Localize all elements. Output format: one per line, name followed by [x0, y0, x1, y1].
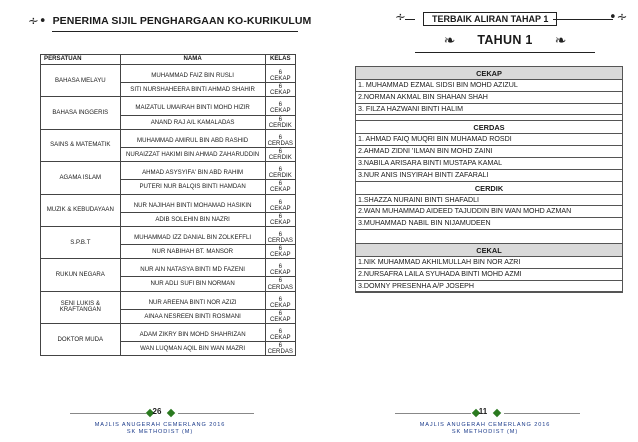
section-heading-cekal: CEKAL [356, 244, 622, 257]
table-row [41, 324, 296, 342]
right-footer-event: MAJLIS ANUGERAH CEMERLANG 2016 [419, 422, 551, 428]
kelas-cell: 6 CEKAP [265, 324, 295, 342]
nama-cell: AINAA NESREEN BINTI ROSMANI [120, 309, 265, 323]
kelas-cell: 6 CERDIK [265, 162, 295, 180]
nama-cell: MUHAMMAD IZZ DANIAL BIN ZOLKEFFLI [120, 226, 265, 244]
tahun-underline [415, 52, 595, 53]
section-heading-cerdas: CERDAS [356, 121, 622, 134]
persatuan-cell: BAHASA INGGERIS [41, 97, 121, 129]
awards-table [40, 54, 296, 356]
kelas-cell: 6 CEKAP [265, 212, 295, 226]
left-footer-school: SK METHODIST (M) [126, 429, 194, 435]
table-row [41, 291, 296, 309]
left-title-bar [28, 12, 312, 30]
kelas-cell: 6 CERDAS [265, 129, 295, 147]
list-item: 2.WAN MUHAMMAD AIDEED TAJUDDIN BIN WAN MOHD AZMAN [356, 206, 622, 218]
persatuan-cell: S.P.B.T [41, 226, 121, 258]
nama-cell: ADIB SOLEHIN BIN NAZRI [120, 212, 265, 226]
nama-cell: PUTERI NUR BALQIS BINTI HAMDAN [120, 180, 265, 194]
scroll-ornament-icon: ❧ [554, 31, 567, 48]
scroll-flourish-icon: •∻ [609, 10, 628, 25]
kelas-cell: 6 CEKAP [265, 309, 295, 323]
persatuan-cell: SAINS & MATEMATIK [41, 129, 121, 161]
list-item: 1. AHMAD FAIQ MUQRI BIN MUHAMAD ROSDI [356, 134, 622, 146]
nama-cell: AHMAD ASYSYIFA' BIN ABD RAHIM [120, 162, 265, 180]
title-line-right [553, 19, 613, 20]
scroll-flourish-icon: ∻• [28, 13, 47, 29]
table-row [41, 97, 296, 115]
persatuan-cell: DOKTOR MUDA [41, 324, 121, 356]
left-page-number: 26 [152, 407, 162, 416]
table-row [41, 162, 296, 180]
nama-cell: SITI NURSHAHEERA BINTI AHMAD SHAHIR [120, 83, 265, 97]
kelas-cell: 6 CERDAS [265, 342, 295, 356]
tahun-label: TAHUN 1 [477, 33, 533, 47]
list-item: 3.NUR ANIS INSYIRAH BINTI ZAFARALI [356, 170, 622, 182]
list-item: 2.AHMAD ZIDNI 'ILMAN BIN MOHD ZAINI [356, 146, 622, 158]
right-page-title: TERBAIK ALIRAN TAHAP 1 [423, 12, 557, 26]
kelas-cell: 6 CEKAP [265, 291, 295, 309]
spacer-row [356, 230, 622, 244]
table-row [41, 259, 296, 277]
kelas-cell: 6 CEKAP [265, 180, 295, 194]
nama-cell: MUHAMMAD AMIRUL BIN ABD RASHID [120, 129, 265, 147]
table-row [41, 129, 296, 147]
kelas-cell: 6 CERDAS [265, 226, 295, 244]
header-kelas: KELAS [265, 55, 295, 65]
persatuan-cell: RUKUN NEGARA [41, 259, 121, 291]
left-footer-event: MAJLIS ANUGERAH CEMERLANG 2016 [94, 422, 226, 428]
list-item: 2.NORMAN AKMAL BIN SHAHAN SHAH [356, 92, 622, 104]
nama-cell: MAIZATUL UMAIRAH BINTI MOHD HIZIR [120, 97, 265, 115]
list-item: 3.NABILA ARISARA BINTI MUSTAPA KAMAL [356, 158, 622, 170]
ranking-list [355, 66, 623, 293]
kelas-cell: 6 CEKAP [265, 259, 295, 277]
section-heading-cekap: CEKAP [356, 67, 622, 80]
list-item: 3.MUHAMMAD NABIL BIN NIJAMUDEEN [356, 218, 622, 230]
right-footer-school: SK METHODIST (M) [451, 429, 519, 435]
nama-cell: NUR AIN NATASYA BINTI MD FAZENI [120, 259, 265, 277]
table-row [41, 65, 296, 83]
persatuan-cell: MUZIK & KEBUDAYAAN [41, 194, 121, 226]
persatuan-cell: AGAMA ISLAM [41, 162, 121, 194]
scroll-ornament-icon: ❧ [443, 31, 456, 48]
persatuan-cell: SENI LUKIS & KRAFTANGAN [41, 291, 121, 323]
scroll-flourish-icon: ∻ [395, 10, 406, 25]
nama-cell: NURAIZZAT HAKIMI BIN AHMAD ZAHARUDDIN [120, 147, 265, 161]
left-page-title: PENERIMA SIJIL PENGHARGAAN KO-KURIKULUM [52, 15, 312, 27]
nama-cell: NUR ADLI SUFI BIN NORMAN [120, 277, 265, 291]
footer-line-right [504, 413, 580, 414]
right-title-bar [423, 10, 557, 28]
list-item: 1.NIK MUHAMMAD AKHILMULLAH BIN NOR AZRI [356, 257, 622, 269]
kelas-cell: 6 CEKAP [265, 97, 295, 115]
list-item: 2.NURSAFRA LAILA SYUHADA BINTI MOHD AZMI [356, 269, 622, 281]
section-heading-cerdik: CERDIK [356, 182, 622, 195]
footer-line-left [395, 413, 471, 414]
right-page [319, 0, 638, 442]
list-item: 1.SHAZZA NURAINI BINTI SHAFADLI [356, 195, 622, 207]
footer-line-right [178, 413, 254, 414]
header-persatuan: PERSATUAN [41, 55, 121, 65]
kelas-cell: 6 CEKAP [265, 245, 295, 259]
nama-cell: NUR NAJIHAH BINTI MOHAMAD HASIKIN [120, 194, 265, 212]
kelas-cell: 6 CEKAP [265, 65, 295, 83]
nama-cell: WAN LUQMAN AQIL BIN WAN MAZRI [120, 342, 265, 356]
nama-cell: ANAND RAJ A/L KAMALADAS [120, 115, 265, 129]
table-header-row [41, 55, 296, 65]
title-line-left [405, 19, 415, 20]
nama-cell: NUR NABIHAH BT. MANSOR [120, 245, 265, 259]
kelas-cell: 6 CEKAP [265, 194, 295, 212]
list-item: 3. FILZA HAZWANI BINTI HALIM [356, 104, 622, 116]
list-item: 3.DOMNY PRESENHA A/P JOSEPH [356, 281, 622, 293]
kelas-cell: 6 CERDIK [265, 147, 295, 161]
table-row [41, 194, 296, 212]
list-item: 1. MUHAMMAD EZMAL SIDSI BIN MOHD AZIZUL [356, 80, 622, 92]
title-underline [52, 31, 298, 32]
footer-line-left [70, 413, 146, 414]
kelas-cell: 6 CEKAP [265, 83, 295, 97]
kelas-cell: 6 CERDAS [265, 277, 295, 291]
nama-cell: NUR AREENA BINTI NOR AZIZI [120, 291, 265, 309]
nama-cell: MUHAMMAD FAIZ BIN RUSLI [120, 65, 265, 83]
header-nama: NAMA [120, 55, 265, 65]
tahun-banner [415, 30, 595, 50]
kelas-cell: 6 CERDIK [265, 115, 295, 129]
nama-cell: ADAM ZIKRY BIN MOHD SHAHRIZAN [120, 324, 265, 342]
persatuan-cell: BAHASA MELAYU [41, 65, 121, 97]
right-page-number: 11 [478, 407, 488, 416]
table-row [41, 226, 296, 244]
